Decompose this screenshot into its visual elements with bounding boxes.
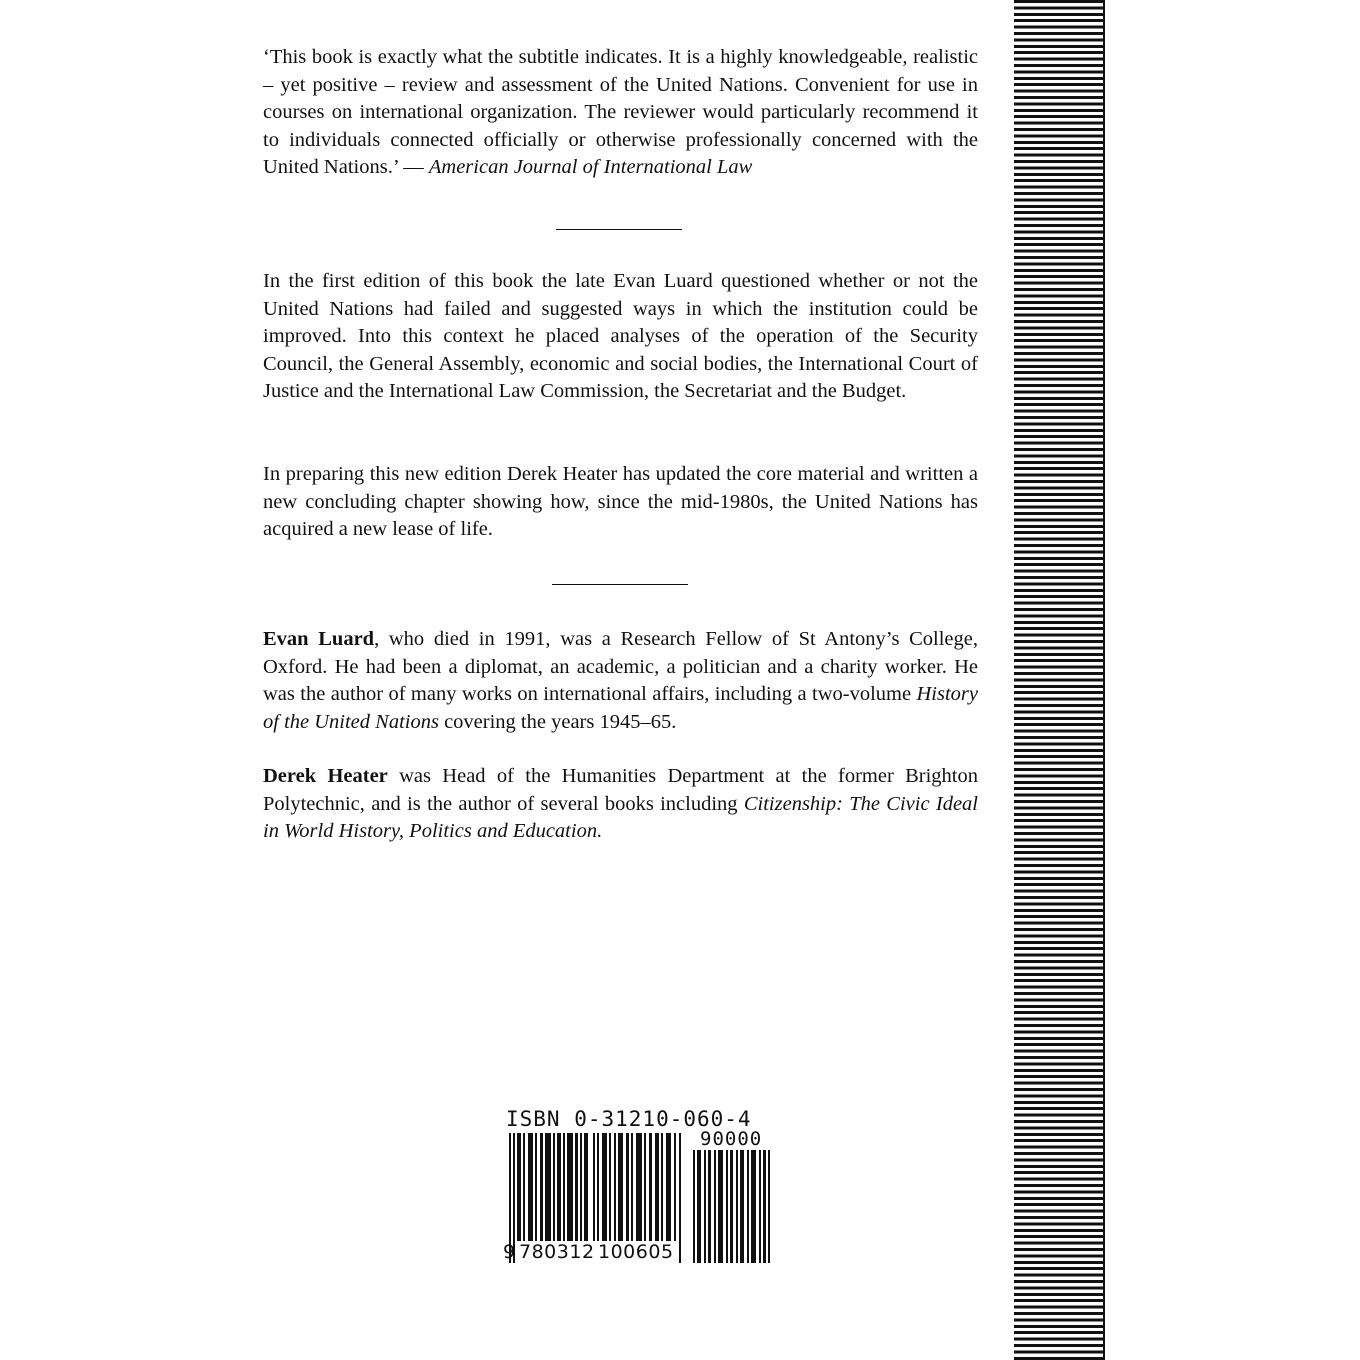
description-text-1: In the first edition of this book the late Evan Luard questioned whether or not the United Nations had failed and suggested ways in which the institution could be improved. Into this context he placed analyses of the operation of the Security Council, the General Assembly, economic and social bodies, the International Court of Justice and the International Law Commission, the Secretariat and the Budget. bbox=[263, 270, 978, 402]
barcode-digits-right: 100605 bbox=[598, 1241, 674, 1263]
spine-edge-line bbox=[1103, 0, 1105, 1360]
author-name-luard: Evan Luard bbox=[263, 628, 375, 650]
review-quote bbox=[263, 44, 978, 182]
author-bio-luard bbox=[263, 626, 978, 736]
barcode-digit-first: 9 bbox=[503, 1241, 516, 1263]
addon-barcode bbox=[693, 1150, 771, 1263]
description-text-2: In preparing this new edition Derek Heater has updated the core material and written a new concluding chapter showing how, since the mid-1980s, the United Nations has acquired a new lease of life. bbox=[263, 463, 978, 540]
description-paragraph-2 bbox=[263, 461, 978, 544]
bio-luard-text-2: covering the years 1945–65. bbox=[438, 710, 677, 733]
book-title-history: History of the United Nations bbox=[263, 683, 978, 733]
bio-heater-text: was Head of the Humanities Department at the former Brighton Polytechnic, and is the author of several books including bbox=[263, 765, 978, 815]
quote-text: ‘This book is exactly what the subtitle indicates. It is a highly knowledgeable, realistic – yet positive – review and assessment of the United Nations. Convenient for use in courses on international organization. The reviewer would particularly recommend it to individuals connected officially or otherwise professionally concerned with the United Nations.’ — bbox=[263, 46, 978, 178]
bio-luard-text-1: , who died in 1991, was a Research Fellow of St Antony’s College, Oxford. He had been a diplomat, an academic, a politician and a charity worker. He was the author of many works on international affairs, including a two-volume bbox=[263, 628, 979, 705]
price-code: 90000 bbox=[700, 1128, 763, 1150]
section-divider bbox=[552, 584, 688, 585]
barcode-digits-left: 780312 bbox=[519, 1241, 595, 1263]
author-name-heater: Derek Heater bbox=[263, 765, 388, 787]
section-divider bbox=[556, 229, 682, 230]
spine-stripe-pattern bbox=[1014, 0, 1103, 1360]
isbn-label: ISBN 0-31210-060-4 bbox=[506, 1107, 752, 1131]
quote-source: American Journal of International Law bbox=[428, 156, 753, 178]
author-bio-heater bbox=[263, 763, 978, 846]
description-paragraph-1 bbox=[263, 268, 978, 406]
book-title-citizenship: Citizenship: The Civic Ideal in World History, Politics and Education. bbox=[263, 792, 978, 842]
